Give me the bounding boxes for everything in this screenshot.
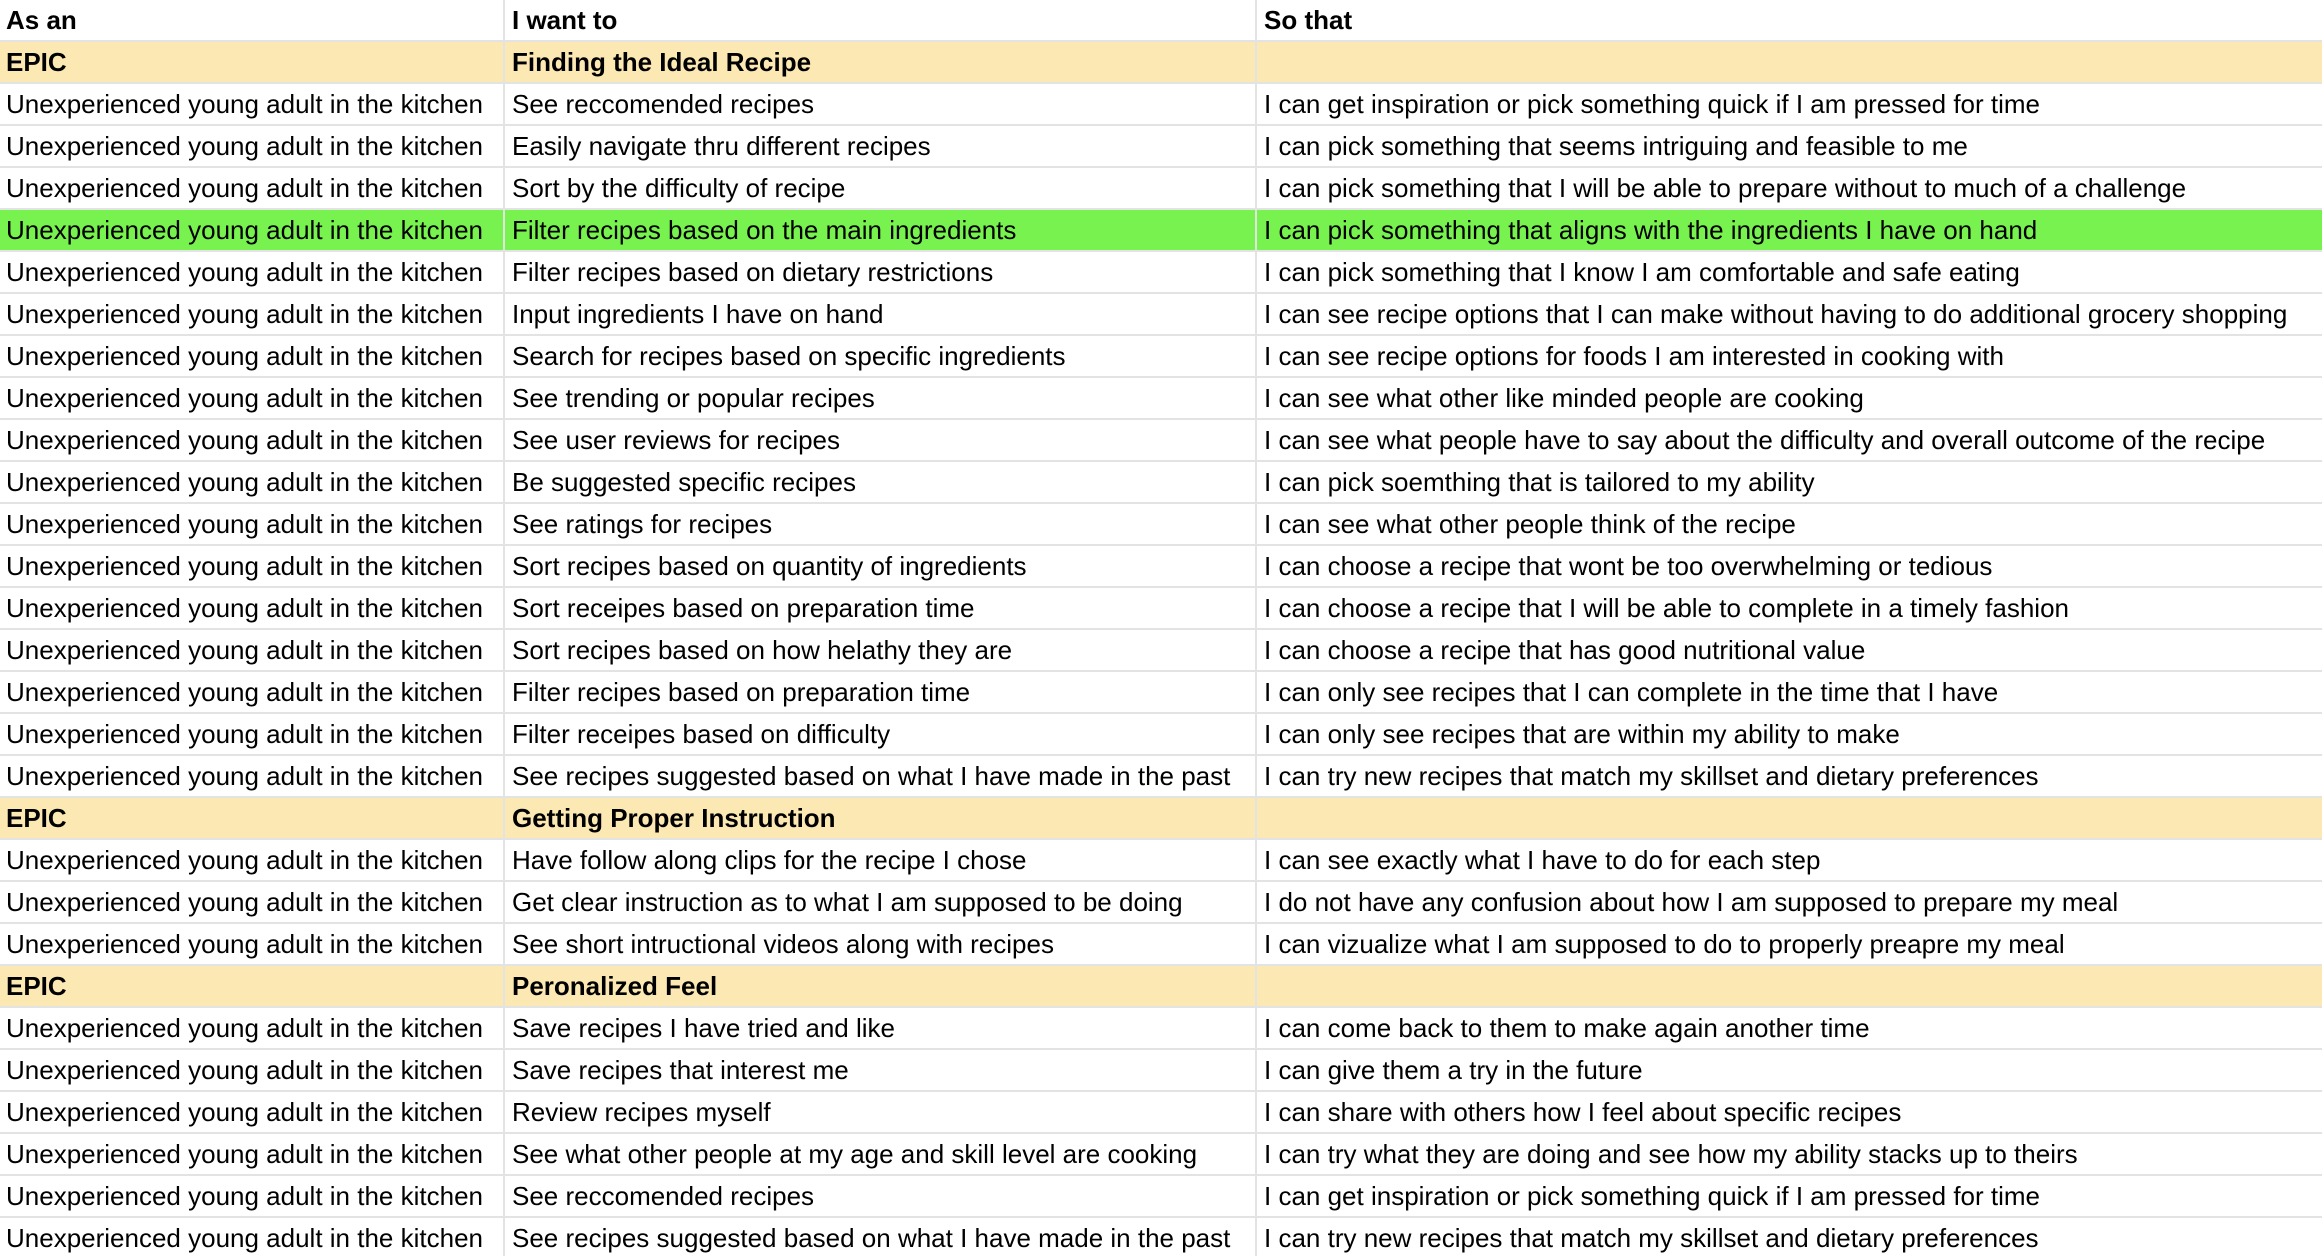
cell-i-want-to[interactable]: See short intructional videos along with recipes [505, 924, 1257, 964]
cell-as-an[interactable]: Unexperienced young adult in the kitchen [0, 1092, 505, 1132]
table-row [0, 756, 2322, 798]
cell-i-want-to[interactable]: See reccomended recipes [505, 84, 1257, 124]
cell-as-an[interactable]: Unexperienced young adult in the kitchen [0, 1050, 505, 1090]
table-row [0, 1176, 2322, 1218]
cell-i-want-to[interactable]: See recipes suggested based on what I have made in the past [505, 1218, 1257, 1256]
cell-i-want-to[interactable]: See reccomended recipes [505, 1176, 1257, 1216]
cell-so-that[interactable]: I can see what other like minded people are cooking [1264, 383, 1864, 413]
cell-i-want-to[interactable]: Save recipes I have tried and like [505, 1008, 1257, 1048]
cell-i-want-to[interactable]: Finding the Ideal Recipe [505, 42, 1257, 82]
cell-so-that[interactable]: I do not have any confusion about how I am supposed to prepare my meal [1264, 887, 2119, 917]
table-row [0, 882, 2322, 924]
table-row [0, 294, 2322, 336]
cell-so-that[interactable] [1257, 966, 2322, 1006]
cell-so-that[interactable]: I can choose a recipe that wont be too overwhelming or tedious [1264, 551, 1993, 581]
cell-so-that[interactable]: I can see recipe options that I can make without having to do additional grocery shopping [1264, 299, 2288, 329]
table-row [0, 630, 2322, 672]
cell-as-an[interactable]: Unexperienced young adult in the kitchen [0, 1176, 505, 1216]
cell-as-an[interactable]: Unexperienced young adult in the kitchen [0, 756, 505, 796]
cell-i-want-to[interactable]: Filter recipes based on dietary restrictions [505, 252, 1257, 292]
cell-i-want-to[interactable]: Peronalized Feel [505, 966, 1257, 1006]
cell-i-want-to[interactable]: Input ingredients I have on hand [505, 294, 1257, 334]
cell-i-want-to[interactable]: Getting Proper Instruction [505, 798, 1257, 838]
table-row [0, 378, 2322, 420]
header-cell-i-want-to[interactable]: I want to [505, 0, 1257, 40]
cell-as-an[interactable]: EPIC [0, 966, 505, 1006]
cell-as-an[interactable]: Unexperienced young adult in the kitchen [0, 420, 505, 460]
cell-as-an[interactable]: Unexperienced young adult in the kitchen [0, 630, 505, 670]
cell-i-want-to[interactable]: Filter recipes based on the main ingredients [505, 210, 1257, 250]
table-row [0, 714, 2322, 756]
cell-as-an[interactable]: Unexperienced young adult in the kitchen [0, 294, 505, 334]
epic-row [0, 966, 2322, 1008]
cell-as-an[interactable]: Unexperienced young adult in the kitchen [0, 252, 505, 292]
table-row [0, 420, 2322, 462]
cell-as-an[interactable]: Unexperienced young adult in the kitchen [0, 210, 505, 250]
cell-i-want-to[interactable]: Filter receipes based on difficulty [505, 714, 1257, 754]
cell-as-an[interactable]: Unexperienced young adult in the kitchen [0, 840, 505, 880]
cell-as-an[interactable]: Unexperienced young adult in the kitchen [0, 546, 505, 586]
cell-i-want-to[interactable]: Be suggested specific recipes [505, 462, 1257, 502]
cell-so-that[interactable]: I can see exactly what I have to do for each step [1264, 845, 1821, 875]
cell-i-want-to[interactable]: Easily navigate thru different recipes [505, 126, 1257, 166]
cell-so-that[interactable]: I can pick something that aligns with the ingredients I have on hand [1264, 215, 2038, 245]
table-row [0, 1008, 2322, 1050]
cell-so-that[interactable]: I can choose a recipe that has good nutritional value [1264, 635, 1866, 665]
table-row [0, 504, 2322, 546]
cell-as-an[interactable]: Unexperienced young adult in the kitchen [0, 462, 505, 502]
cell-so-that[interactable]: I can try new recipes that match my skillset and dietary preferences [1264, 761, 2039, 791]
cell-i-want-to[interactable]: Search for recipes based on specific ingredients [505, 336, 1257, 376]
table-row [0, 252, 2322, 294]
cell-as-an[interactable]: Unexperienced young adult in the kitchen [0, 1134, 505, 1174]
table-row [0, 126, 2322, 168]
cell-so-that[interactable] [1257, 798, 2322, 838]
table-row [0, 462, 2322, 504]
header-cell-as-an[interactable]: As an [0, 0, 505, 40]
cell-as-an[interactable]: Unexperienced young adult in the kitchen [0, 588, 505, 628]
cell-i-want-to[interactable]: Review recipes myself [505, 1092, 1257, 1132]
table-row [0, 1050, 2322, 1092]
cell-as-an[interactable]: EPIC [0, 42, 505, 82]
cell-as-an[interactable]: Unexperienced young adult in the kitchen [0, 1218, 505, 1256]
cell-so-that[interactable]: I can see what people have to say about the difficulty and overall outcome of the recipe [1264, 425, 2266, 455]
cell-so-that[interactable]: I can try what they are doing and see how my ability stacks up to theirs [1264, 1139, 2078, 1169]
cell-so-that[interactable]: I can get inspiration or pick something quick if I am pressed for time [1264, 1181, 2041, 1211]
epic-row [0, 42, 2322, 84]
cell-so-that[interactable]: I can see recipe options for foods I am interested in cooking with [1264, 341, 2004, 371]
cell-as-an[interactable]: Unexperienced young adult in the kitchen [0, 378, 505, 418]
cell-i-want-to[interactable]: Get clear instruction as to what I am supposed to be doing [505, 882, 1257, 922]
cell-i-want-to[interactable]: Have follow along clips for the recipe I chose [505, 840, 1257, 880]
table-row [0, 840, 2322, 882]
header-cell-so-that[interactable]: So that [1264, 5, 1353, 35]
table-row [0, 84, 2322, 126]
cell-as-an[interactable]: Unexperienced young adult in the kitchen [0, 714, 505, 754]
cell-i-want-to[interactable]: See what other people at my age and skill level are cooking [505, 1134, 1257, 1174]
table-row [0, 588, 2322, 630]
cell-as-an[interactable]: Unexperienced young adult in the kitchen [0, 1008, 505, 1048]
cell-so-that[interactable]: I can pick soemthing that is tailored to my ability [1264, 467, 1815, 497]
table-row [0, 1134, 2322, 1176]
table-row [0, 1218, 2322, 1256]
cell-as-an[interactable]: Unexperienced young adult in the kitchen [0, 336, 505, 376]
table-body [0, 42, 2322, 1256]
cell-as-an[interactable]: Unexperienced young adult in the kitchen [0, 924, 505, 964]
cell-so-that[interactable]: I can pick something that I will be able to prepare without to much of a challenge [1264, 173, 2187, 203]
cell-as-an[interactable]: Unexperienced young adult in the kitchen [0, 168, 505, 208]
cell-so-that[interactable]: I can pick something that seems intriguing and feasible to me [1264, 131, 1968, 161]
cell-so-that[interactable]: I can only see recipes that are within my ability to make [1264, 719, 1900, 749]
table-row [0, 546, 2322, 588]
cell-so-that[interactable]: I can try new recipes that match my skillset and dietary preferences [1264, 1223, 2039, 1253]
table-row [0, 210, 2322, 252]
cell-as-an[interactable]: Unexperienced young adult in the kitchen [0, 672, 505, 712]
cell-i-want-to[interactable]: See recipes suggested based on what I have made in the past [505, 756, 1257, 796]
header-row [0, 0, 2322, 42]
cell-i-want-to[interactable]: Sort receipes based on preparation time [505, 588, 1257, 628]
table-row [0, 168, 2322, 210]
table-row [0, 924, 2322, 966]
cell-i-want-to[interactable]: Sort by the difficulty of recipe [505, 168, 1257, 208]
table-row [0, 672, 2322, 714]
cell-as-an[interactable]: Unexperienced young adult in the kitchen [0, 84, 505, 124]
table-row [0, 1092, 2322, 1134]
cell-so-that[interactable]: I can get inspiration or pick something quick if I am pressed for time [1264, 89, 2041, 119]
cell-i-want-to[interactable]: Sort recipes based on quantity of ingredients [505, 546, 1257, 586]
cell-i-want-to[interactable]: Save recipes that interest me [505, 1050, 1257, 1090]
cell-so-that[interactable]: I can see what other people think of the recipe [1264, 509, 1796, 539]
cell-i-want-to[interactable]: See ratings for recipes [505, 504, 1257, 544]
cell-so-that[interactable]: I can share with others how I feel about specific recipes [1264, 1097, 1902, 1127]
cell-so-that[interactable]: I can only see recipes that I can complete in the time that I have [1264, 677, 1999, 707]
cell-so-that[interactable] [1257, 42, 2322, 82]
epic-row [0, 798, 2322, 840]
cell-so-that[interactable]: I can choose a recipe that I will be able to complete in a timely fashion [1264, 593, 2069, 623]
table-row [0, 336, 2322, 378]
cell-i-want-to[interactable]: Filter recipes based on preparation time [505, 672, 1257, 712]
cell-as-an[interactable]: Unexperienced young adult in the kitchen [0, 882, 505, 922]
cell-i-want-to[interactable]: See user reviews for recipes [505, 420, 1257, 460]
cell-as-an[interactable]: EPIC [0, 798, 505, 838]
cell-i-want-to[interactable]: See trending or popular recipes [505, 378, 1257, 418]
cell-so-that[interactable]: I can pick something that I know I am comfortable and safe eating [1264, 257, 2020, 287]
cell-as-an[interactable]: Unexperienced young adult in the kitchen [0, 504, 505, 544]
cell-so-that[interactable]: I can come back to them to make again another time [1264, 1013, 1870, 1043]
cell-i-want-to[interactable]: Sort recipes based on how helathy they are [505, 630, 1257, 670]
cell-so-that[interactable]: I can give them a try in the future [1264, 1055, 1643, 1085]
cell-so-that[interactable]: I can vizualize what I am supposed to do to properly preapre my meal [1264, 929, 2065, 959]
cell-as-an[interactable]: Unexperienced young adult in the kitchen [0, 126, 505, 166]
